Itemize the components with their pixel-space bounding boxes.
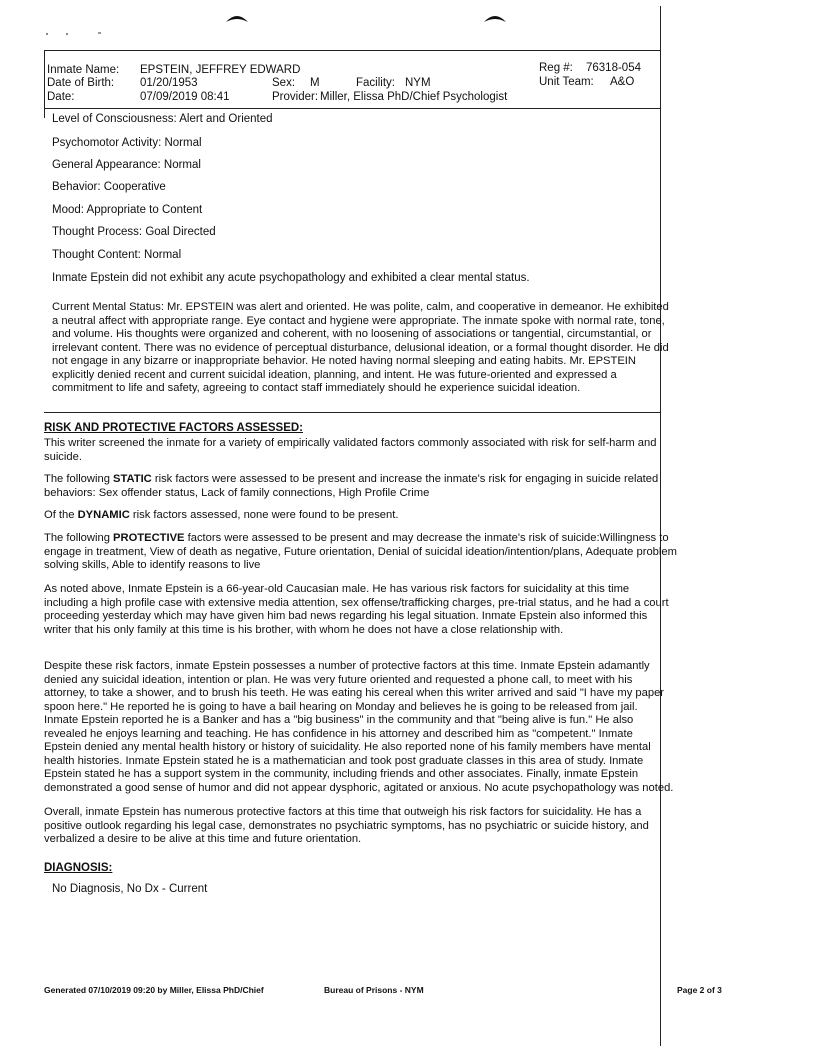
paragraph-line: irrelevant content. There was no evidence of perceptual disturbance, delusional ideation, or a formal thought disorder. He did	[52, 341, 669, 354]
thought-content-field: Thought Content: Normal	[52, 249, 182, 261]
protective-keyword: PROTECTIVE	[113, 532, 185, 544]
footer-page-number: Page 2 of 3	[677, 985, 722, 995]
noted-above-paragraph	[44, 583, 794, 637]
paragraph-line: Epstein denied any mental health history or history of suicidality. He also reported none of his family members have mental	[44, 741, 651, 753]
hole-punch-mark-right-icon	[482, 10, 508, 24]
paragraph-line: positive outlook regarding his legal case, demonstrates no psychiatric symptoms, has no psychiatric or suicide history, and	[44, 819, 649, 832]
paragraph-line: Current Mental Status: Mr. EPSTEIN was alert and oriented. He was polite, calm, and cooperative in demeanor. He exhibited	[52, 301, 669, 313]
footer-generated: Generated 07/10/2019 09:20 by Miller, Elissa PhD/Chief	[44, 985, 264, 995]
paragraph-line: Epstein stated he has a support system in the community, including friends and other associates. Finally, inmate Epstein	[44, 768, 639, 780]
inmate-name-label: Inmate Name:	[47, 64, 120, 76]
unit-team-value: A&O	[610, 76, 635, 88]
behavior-field: Behavior: Cooperative	[52, 181, 166, 193]
reg-number-value: 76318-054	[586, 62, 641, 74]
paragraph-line: proceeding yesterday which may have given him bad news regarding his legal situation. Inmate Epstein also informed this	[44, 610, 648, 622]
provider-label: Provider:	[272, 91, 319, 103]
paragraph-line: Despite these risk factors, inmate Epstein possesses a number of protective factors at this time. Inmate Epstein adamantly	[44, 660, 650, 672]
provider-value: Miller, Elissa PhD/Chief Psychologist	[320, 91, 508, 103]
sex-label: Sex:	[272, 77, 296, 89]
overall-paragraph	[44, 806, 794, 847]
scan-speck	[66, 33, 68, 35]
inmate-name-value: EPSTEIN, JEFFREY EDWARD	[140, 64, 301, 76]
protective-detail-paragraph	[44, 660, 804, 795]
paragraph-line: spoon here." He reported he is going to have a bail hearing on Monday and believes he is going to be released from jail.	[44, 700, 638, 713]
footer-bureau: Bureau of Prisons - NYM	[324, 985, 424, 995]
consciousness-field: Level of Consciousness: Alert and Oriented	[52, 113, 273, 125]
dynamic-risk-paragraph: Of the DYNAMIC risk factors assessed, none were found to be present.	[44, 509, 399, 521]
scan-speck	[98, 32, 101, 34]
risk-section-title: RISK AND PROTECTIVE FACTORS ASSESSED:	[44, 422, 303, 434]
paragraph-line: As noted above, Inmate Epstein is a 66-year-old Caucasian male. He has various risk factors for suicidality at this time	[44, 583, 630, 595]
paragraph-line: denied any suicidal ideation, intention or plan. He was very future oriented and requested a phone call, to meet with his	[44, 673, 633, 686]
static-risk-paragraph: The following STATIC risk factors were assessed to be present and increase the inmate's risk for engaging in suicide related behaviors: Sex offender status, Lack of family connections, High Profile Crime	[44, 473, 794, 500]
section-divider	[44, 412, 660, 413]
mental-status-summary: Inmate Epstein did not exhibit any acute psychopathology and exhibited a clear mental status.	[52, 272, 530, 284]
static-keyword: STATIC	[113, 473, 152, 485]
paragraph-line: engage in treatment, View of death as negative, Future orientation, Denial of suicidal ideation/intention/plans, Adequate problem	[44, 545, 677, 558]
paragraph-line: behaviors: Sex offender status, Lack of family connections, High Profile Crime	[44, 486, 430, 499]
paragraph-line: demonstrated a good sense of humor and did not appear dysphoric, agitated or anxious. No acute psychopathology was noted.	[44, 781, 674, 794]
risk-screen-paragraph	[44, 437, 794, 464]
unit-team-label: Unit Team:	[539, 76, 594, 88]
paragraph-line: and volume. His thoughts were organized and coherent, with no loosening of associations or tangential, circumstantial, or	[52, 328, 652, 340]
diagnosis-value: No Diagnosis, No Dx - Current	[52, 883, 208, 895]
dob-value: 01/20/1953	[140, 77, 198, 89]
scan-vertical-line	[660, 6, 661, 1046]
protective-factors-paragraph: The following PROTECTIVE factors were assessed to be present and may decrease the inmate's risk of suicide:Willingness to engage in treatment, View of death as negative, Future orientation, Denial of suicidal ideation/intention/plans, Adequate problem solving skills, Able to identify reasons to live	[44, 532, 804, 573]
appearance-field: General Appearance: Normal	[52, 159, 201, 171]
paragraph-line: health histories. Inmate Epstein stated he is a mathematician and took post graduate classes in this area of study. Inmate	[44, 754, 644, 767]
header-box-top-border	[44, 50, 660, 51]
paragraph-line: writer that his only family at this time is his brother, with whom he does not have a close relationship with.	[44, 623, 564, 636]
thought-process-field: Thought Process: Goal Directed	[52, 226, 216, 238]
reg-label: Reg #:	[539, 62, 573, 74]
paragraph-line: including a high profile case with extensive media attention, sex offense/trafficking charges, pre-trial status, and he had a court	[44, 596, 669, 609]
paragraph-line: verbalized a desire to be alive at this time and future orientation.	[44, 833, 362, 845]
psychomotor-field: Psychomotor Activity: Normal	[52, 137, 202, 149]
paragraph-line: revealed he enjoys learning and teaching. He has confidence in his attorney and described him as "competent." Inmate	[44, 727, 633, 740]
dynamic-keyword: DYNAMIC	[77, 509, 130, 521]
mood-field: Mood: Appropriate to Content	[52, 204, 203, 216]
paragraph-line: explicitly denied recent and current suicidal ideation, planning, and intent. He was future-oriented and expressed a	[52, 368, 617, 381]
paragraph-line: attorney, to take a shower, and to brush his teeth. He was eating his cereal when this writer arrived and said "I have my paper	[44, 687, 665, 699]
date-label: Date:	[47, 91, 75, 103]
paragraph-line: not engage in any bizarre or inappropriate behavior. He noted having normal sleeping and eating habits. Mr. EPSTEIN	[52, 355, 636, 367]
paragraph-line: Overall, inmate Epstein has numerous protective factors at this time that outweigh his risk factors for suicidality. He has a	[44, 806, 642, 818]
sex-value: M	[310, 77, 320, 89]
paragraph-line: commitment to life and safety, agreeing to contact staff immediately should he experience suicidal ideation.	[52, 382, 581, 394]
dob-label: Date of Birth:	[47, 77, 115, 89]
paragraph-line: Inmate Epstein reported he is a Banker and has a "big business" in the community and that "being alive is fun." He also	[44, 714, 634, 726]
date-value: 07/09/2019 08:41	[140, 91, 230, 103]
paragraph-line: suicide.	[44, 450, 82, 463]
facility-label: Facility:	[356, 77, 395, 89]
paragraph-line: This writer screened the inmate for a variety of empirically validated factors commonly associated with risk for self-harm and	[44, 437, 657, 449]
header-box-bottom-border	[44, 108, 660, 109]
paragraph-line: a neutral affect with appropriate range. Eye contact and hygiene were appropriate. The inmate spoke with normal rate, tone,	[52, 314, 665, 327]
diagnosis-title: DIAGNOSIS:	[44, 862, 113, 874]
paragraph-line: solving skills, Able to identify reasons to live	[44, 559, 261, 571]
facility-value: NYM	[405, 77, 431, 89]
scan-speck	[46, 33, 48, 35]
hole-punch-mark-left-icon	[224, 10, 250, 24]
current-mental-status-paragraph	[52, 301, 792, 396]
